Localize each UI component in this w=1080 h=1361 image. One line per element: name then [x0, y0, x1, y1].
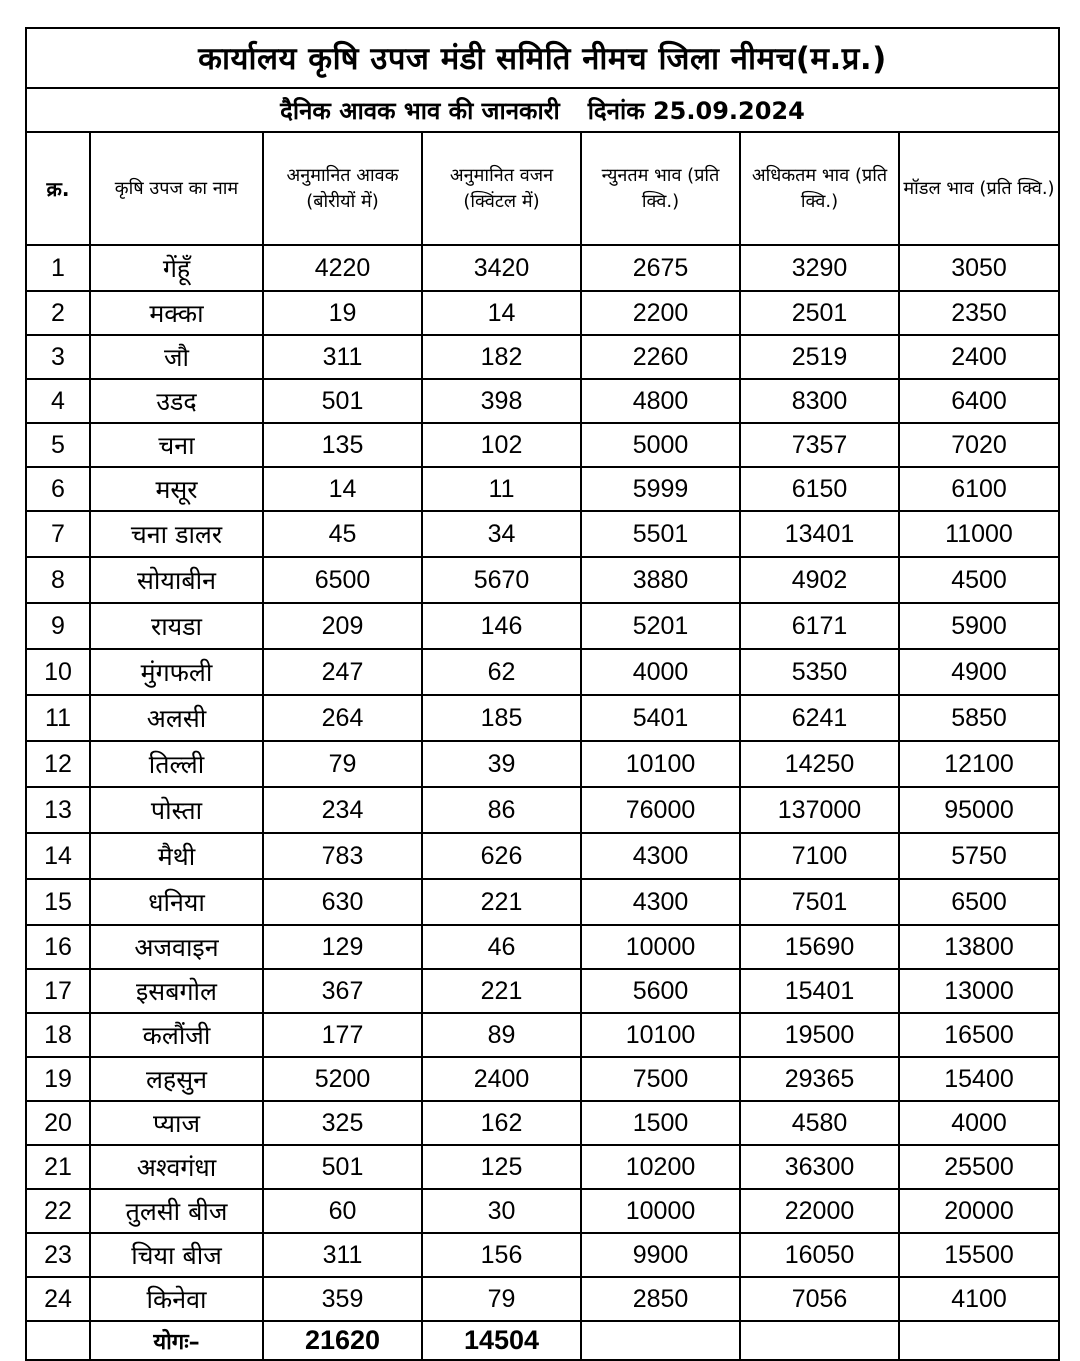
table-row: [27, 649, 1058, 695]
max-price-cell: 6241: [740, 695, 899, 741]
max-price-cell: 2501: [740, 291, 899, 335]
bags-cell: 247: [263, 649, 422, 695]
weight-cell: 398: [422, 379, 581, 423]
crop-name-cell: पोस्ता: [90, 787, 263, 833]
modal-price-cell: 20000: [899, 1189, 1058, 1233]
serial-cell: 13: [27, 787, 90, 833]
max-price-cell: 16050: [740, 1233, 899, 1277]
crop-name-cell: गेंहूँ: [90, 245, 263, 291]
min-price-cell: 3880: [581, 557, 740, 603]
serial-cell: 3: [27, 335, 90, 379]
modal-price-cell: 6500: [899, 879, 1058, 925]
serial-cell: 12: [27, 741, 90, 787]
table-row: [27, 603, 1058, 649]
modal-price-cell: 2350: [899, 291, 1058, 335]
min-price-cell: 2675: [581, 245, 740, 291]
serial-cell: 7: [27, 511, 90, 557]
crop-name-cell: रायडा: [90, 603, 263, 649]
bags-cell: 129: [263, 925, 422, 969]
bags-cell: 311: [263, 1233, 422, 1277]
bags-cell: 209: [263, 603, 422, 649]
serial-cell: 22: [27, 1189, 90, 1233]
table-row: [27, 245, 1058, 291]
bags-cell: 325: [263, 1101, 422, 1145]
min-price-cell: 5501: [581, 511, 740, 557]
min-price-cell: 76000: [581, 787, 740, 833]
weight-cell: 2400: [422, 1057, 581, 1101]
min-price-cell: 10100: [581, 741, 740, 787]
table-row: [27, 1145, 1058, 1189]
serial-cell: 19: [27, 1057, 90, 1101]
min-price-cell: 5600: [581, 969, 740, 1013]
serial-cell: 6: [27, 467, 90, 511]
crop-name-cell: चना: [90, 423, 263, 467]
weight-cell: 14: [422, 291, 581, 335]
total-bags: 21620: [263, 1321, 422, 1359]
table-row: [27, 879, 1058, 925]
serial-cell: 21: [27, 1145, 90, 1189]
max-price-cell: 15401: [740, 969, 899, 1013]
serial-cell: 18: [27, 1013, 90, 1057]
max-price-cell: 2519: [740, 335, 899, 379]
crop-name-cell: सोयाबीन: [90, 557, 263, 603]
table-row: [27, 925, 1058, 969]
serial-cell: 9: [27, 603, 90, 649]
serial-cell: 14: [27, 833, 90, 879]
serial-cell: 2: [27, 291, 90, 335]
weight-cell: 39: [422, 741, 581, 787]
bags-cell: 14: [263, 467, 422, 511]
bags-cell: 5200: [263, 1057, 422, 1101]
modal-price-cell: 4100: [899, 1277, 1058, 1321]
weight-cell: 79: [422, 1277, 581, 1321]
modal-price-cell: 7020: [899, 423, 1058, 467]
table-row: [27, 335, 1058, 379]
max-price-cell: 15690: [740, 925, 899, 969]
min-price-cell: 4300: [581, 833, 740, 879]
crop-name-cell: तिल्ली: [90, 741, 263, 787]
min-price-cell: 5201: [581, 603, 740, 649]
weight-cell: 626: [422, 833, 581, 879]
col-header-crop: कृषि उपज का नाम: [90, 133, 263, 245]
modal-price-cell: 6400: [899, 379, 1058, 423]
bags-cell: 60: [263, 1189, 422, 1233]
min-price-cell: 5999: [581, 467, 740, 511]
crop-name-cell: तुलसी बीज: [90, 1189, 263, 1233]
table-row: [27, 291, 1058, 335]
crop-name-cell: मुंगफली: [90, 649, 263, 695]
col-header-bags: अनुमानित आवक (बोरीयों में): [263, 133, 422, 245]
min-price-cell: 4000: [581, 649, 740, 695]
table-row: [27, 1013, 1058, 1057]
weight-cell: 86: [422, 787, 581, 833]
modal-price-cell: 95000: [899, 787, 1058, 833]
min-price-cell: 10200: [581, 1145, 740, 1189]
weight-cell: 46: [422, 925, 581, 969]
weight-cell: 5670: [422, 557, 581, 603]
col-header-serial: क्र.: [27, 133, 90, 245]
max-price-cell: 22000: [740, 1189, 899, 1233]
crop-name-cell: कलौंजी: [90, 1013, 263, 1057]
table-row: [27, 379, 1058, 423]
crop-name-cell: धनिया: [90, 879, 263, 925]
bags-cell: 177: [263, 1013, 422, 1057]
total-empty-cell: [740, 1321, 899, 1359]
min-price-cell: 4800: [581, 379, 740, 423]
max-price-cell: 3290: [740, 245, 899, 291]
crop-name-cell: मैथी: [90, 833, 263, 879]
modal-price-cell: 2400: [899, 335, 1058, 379]
table-row: [27, 1277, 1058, 1321]
modal-price-cell: 15500: [899, 1233, 1058, 1277]
serial-cell: 4: [27, 379, 90, 423]
crop-name-cell: चिया बीज: [90, 1233, 263, 1277]
table-row: [27, 1057, 1058, 1101]
modal-price-cell: 6100: [899, 467, 1058, 511]
weight-cell: 221: [422, 879, 581, 925]
crop-name-cell: प्याज: [90, 1101, 263, 1145]
max-price-cell: 8300: [740, 379, 899, 423]
total-label: योगः–: [90, 1321, 263, 1359]
modal-price-cell: 11000: [899, 511, 1058, 557]
max-price-cell: 5350: [740, 649, 899, 695]
modal-price-cell: 13000: [899, 969, 1058, 1013]
weight-cell: 185: [422, 695, 581, 741]
weight-cell: 221: [422, 969, 581, 1013]
bags-cell: 783: [263, 833, 422, 879]
total-row: [27, 1321, 1058, 1359]
serial-cell: 15: [27, 879, 90, 925]
weight-cell: 156: [422, 1233, 581, 1277]
modal-price-cell: 4000: [899, 1101, 1058, 1145]
modal-price-cell: 5850: [899, 695, 1058, 741]
table-row: [27, 467, 1058, 511]
bags-cell: 79: [263, 741, 422, 787]
bags-cell: 367: [263, 969, 422, 1013]
crop-name-cell: लहसुन: [90, 1057, 263, 1101]
bags-cell: 4220: [263, 245, 422, 291]
table-row: [27, 787, 1058, 833]
modal-price-cell: 5750: [899, 833, 1058, 879]
crop-name-cell: मसूर: [90, 467, 263, 511]
min-price-cell: 10100: [581, 1013, 740, 1057]
crop-name-cell: अजवाइन: [90, 925, 263, 969]
bags-cell: 6500: [263, 557, 422, 603]
modal-price-cell: 15400: [899, 1057, 1058, 1101]
table-row: [27, 833, 1058, 879]
modal-price-cell: 25500: [899, 1145, 1058, 1189]
col-header-min-price: न्युनतम भाव (प्रति क्वि.): [581, 133, 740, 245]
max-price-cell: 7501: [740, 879, 899, 925]
crop-name-cell: किनेवा: [90, 1277, 263, 1321]
weight-cell: 89: [422, 1013, 581, 1057]
col-header-weight: अनुमानित वजन (क्विंटल में): [422, 133, 581, 245]
weight-cell: 102: [422, 423, 581, 467]
bags-cell: 501: [263, 379, 422, 423]
crop-name-cell: जौ: [90, 335, 263, 379]
market-rate-sheet: [25, 27, 1060, 1361]
crop-name-cell: इसबगोल: [90, 969, 263, 1013]
weight-cell: 34: [422, 511, 581, 557]
table-row: [27, 423, 1058, 467]
bags-cell: 311: [263, 335, 422, 379]
table-row: [27, 741, 1058, 787]
max-price-cell: 29365: [740, 1057, 899, 1101]
table-row: [27, 1101, 1058, 1145]
min-price-cell: 10000: [581, 1189, 740, 1233]
max-price-cell: 4902: [740, 557, 899, 603]
min-price-cell: 9900: [581, 1233, 740, 1277]
crop-name-cell: मक्का: [90, 291, 263, 335]
min-price-cell: 2200: [581, 291, 740, 335]
serial-cell: 24: [27, 1277, 90, 1321]
min-price-cell: 5401: [581, 695, 740, 741]
modal-price-cell: 12100: [899, 741, 1058, 787]
bags-cell: 501: [263, 1145, 422, 1189]
serial-cell: 8: [27, 557, 90, 603]
table-row: [27, 557, 1058, 603]
min-price-cell: 5000: [581, 423, 740, 467]
modal-price-cell: 5900: [899, 603, 1058, 649]
table-row: [27, 511, 1058, 557]
modal-price-cell: 4900: [899, 649, 1058, 695]
weight-cell: 11: [422, 467, 581, 511]
modal-price-cell: 4500: [899, 557, 1058, 603]
min-price-cell: 1500: [581, 1101, 740, 1145]
modal-price-cell: 16500: [899, 1013, 1058, 1057]
max-price-cell: 7357: [740, 423, 899, 467]
weight-cell: 62: [422, 649, 581, 695]
serial-cell: 10: [27, 649, 90, 695]
total-empty-cell: [27, 1321, 90, 1359]
weight-cell: 125: [422, 1145, 581, 1189]
report-date: दिनांक 25.09.2024: [587, 96, 805, 125]
table-row: [27, 1233, 1058, 1277]
max-price-cell: 13401: [740, 511, 899, 557]
min-price-cell: 2260: [581, 335, 740, 379]
total-empty-cell: [581, 1321, 740, 1359]
bags-cell: 19: [263, 291, 422, 335]
rates-table: [27, 133, 1058, 1359]
serial-cell: 20: [27, 1101, 90, 1145]
max-price-cell: 7100: [740, 833, 899, 879]
crop-name-cell: अश्वगंधा: [90, 1145, 263, 1189]
max-price-cell: 4580: [740, 1101, 899, 1145]
bags-cell: 45: [263, 511, 422, 557]
bags-cell: 359: [263, 1277, 422, 1321]
max-price-cell: 36300: [740, 1145, 899, 1189]
min-price-cell: 2850: [581, 1277, 740, 1321]
weight-cell: 162: [422, 1101, 581, 1145]
modal-price-cell: 13800: [899, 925, 1058, 969]
weight-cell: 3420: [422, 245, 581, 291]
report-title: दैनिक आवक भाव की जानकारी: [280, 96, 560, 125]
weight-cell: 30: [422, 1189, 581, 1233]
crop-name-cell: अलसी: [90, 695, 263, 741]
serial-cell: 5: [27, 423, 90, 467]
min-price-cell: 10000: [581, 925, 740, 969]
office-title: कार्यालय कृषि उपज मंडी समिति नीमच जिला नीमच(म.प्र.): [27, 29, 1058, 89]
crop-name-cell: उडद: [90, 379, 263, 423]
table-row: [27, 695, 1058, 741]
max-price-cell: 14250: [740, 741, 899, 787]
total-empty-cell: [899, 1321, 1058, 1359]
table-row: [27, 969, 1058, 1013]
table-row: [27, 1189, 1058, 1233]
serial-cell: 1: [27, 245, 90, 291]
max-price-cell: 6150: [740, 467, 899, 511]
weight-cell: 146: [422, 603, 581, 649]
max-price-cell: 19500: [740, 1013, 899, 1057]
serial-cell: 16: [27, 925, 90, 969]
max-price-cell: 6171: [740, 603, 899, 649]
col-header-modal-price: मॉडल भाव (प्रति क्वि.): [899, 133, 1058, 245]
min-price-cell: 7500: [581, 1057, 740, 1101]
max-price-cell: 137000: [740, 787, 899, 833]
min-price-cell: 4300: [581, 879, 740, 925]
header-row: [27, 133, 1058, 245]
serial-cell: 17: [27, 969, 90, 1013]
bags-cell: 234: [263, 787, 422, 833]
bags-cell: 630: [263, 879, 422, 925]
serial-cell: 23: [27, 1233, 90, 1277]
col-header-max-price: अधिकतम भाव (प्रति क्वि.): [740, 133, 899, 245]
weight-cell: 182: [422, 335, 581, 379]
crop-name-cell: चना डालर: [90, 511, 263, 557]
modal-price-cell: 3050: [899, 245, 1058, 291]
report-subtitle: [27, 89, 1058, 133]
bags-cell: 264: [263, 695, 422, 741]
total-weight: 14504: [422, 1321, 581, 1359]
bags-cell: 135: [263, 423, 422, 467]
max-price-cell: 7056: [740, 1277, 899, 1321]
serial-cell: 11: [27, 695, 90, 741]
